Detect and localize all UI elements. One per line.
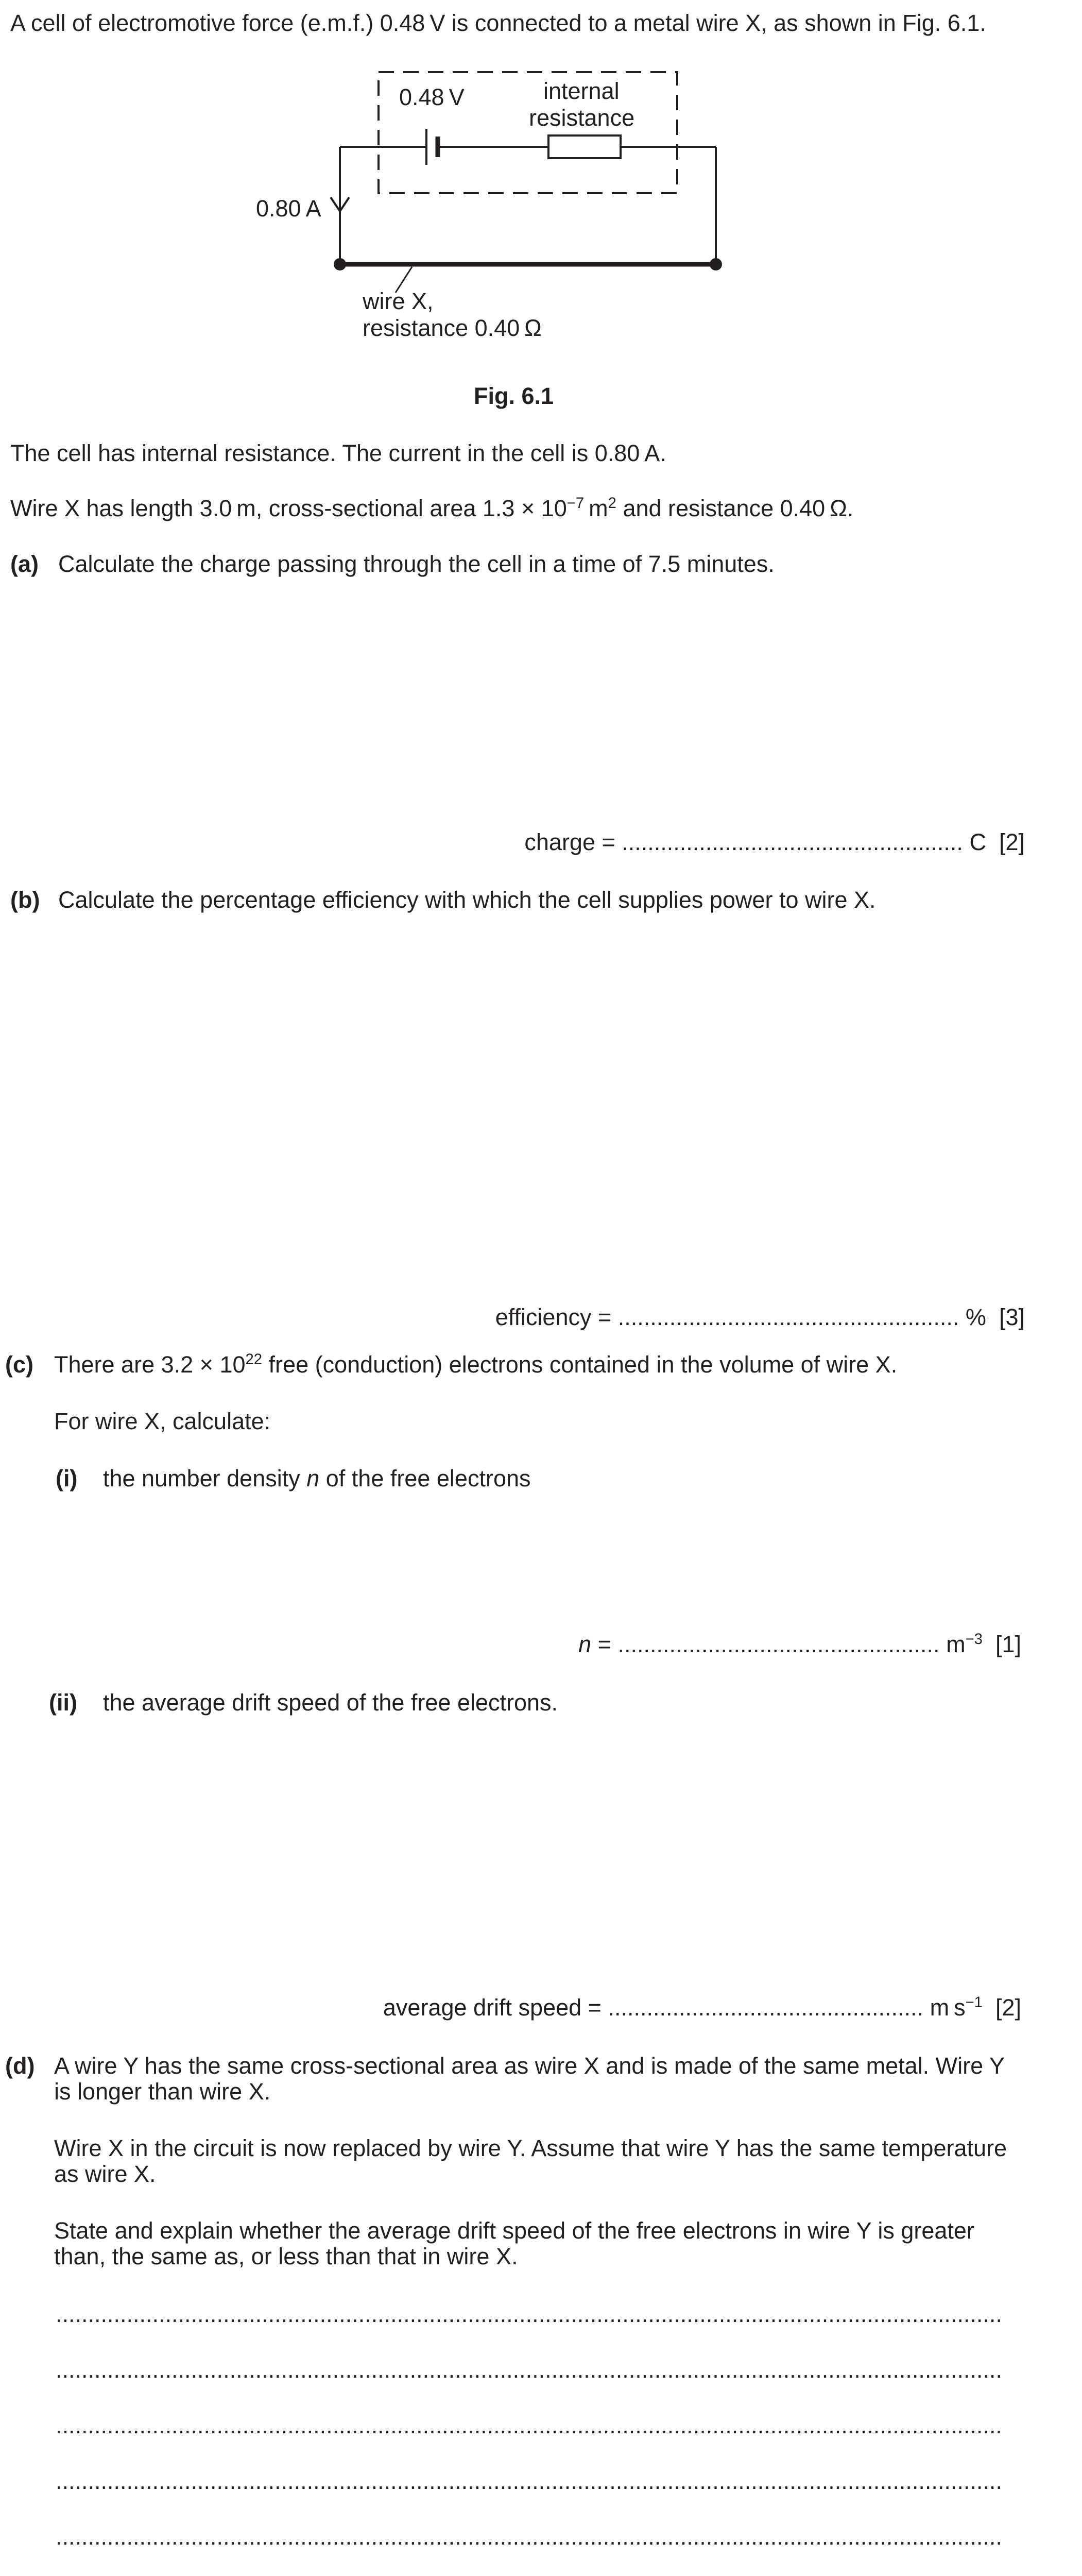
part-d-para1-line2: is longer than wire X.: [54, 2078, 271, 2105]
part-c-instruction: For wire X, calculate:: [54, 1408, 271, 1434]
part-d-para2-line1: Wire X in the circuit is now replaced by wire Y. Assume that wire Y has the same temperature: [54, 2135, 1007, 2161]
part-c-ii-answer-line[interactable]: average drift speed = ................................................. m $s^{-1}$ [2]: [383, 1994, 1021, 2021]
part-d-answer-line-2[interactable]: ...................................................................................................................................................: [56, 2357, 1002, 2383]
part-c-i-label: (i): [56, 1465, 78, 1492]
part-d-answer-line-4[interactable]: ...................................................................................................................................................: [56, 2468, 1002, 2494]
circuit-diagram: [0, 0, 1082, 361]
statement-internal-resistance: The cell has internal resistance. The current in the cell is 0.80 A.: [10, 440, 666, 466]
wire-x-label-2: resistance 0.40 Ω: [363, 315, 542, 341]
junction-dot-left: [334, 258, 346, 270]
emf-label: 0.48 V: [399, 84, 465, 110]
part-a-question: Calculate the charge passing through the cell in a time of 7.5 minutes.: [58, 551, 775, 577]
part-c-question: There are $3.2 \times 10^{22}$ free (conduction) electrons contained in the volume of wire X.: [54, 1351, 898, 1378]
part-c-label: (c): [5, 1351, 33, 1378]
statement-wire-x: Wire X has length 3.0 m, cross-sectional area $1.3 \times 10^{-7}$ $m^2$ and resistance 0.40 Ω.: [10, 495, 854, 521]
part-d-para1-line1: A wire Y has the same cross-sectional area as wire X and is made of the same metal. Wire Y: [54, 2053, 1005, 2079]
part-c-i-question: the number density n of the free electrons: [103, 1465, 531, 1492]
wire-x-label-1: wire X,: [363, 288, 434, 314]
part-d-para2-line2: as wire X.: [54, 2161, 156, 2187]
junction-dot-right: [710, 258, 722, 270]
part-b-question: Calculate the percentage efficiency with which the cell supplies power to wire X.: [58, 887, 876, 913]
part-b-answer-line[interactable]: efficiency = ..................................................... % [3]: [495, 1304, 1025, 1330]
part-d-answer-line-1[interactable]: ...................................................................................................................................................: [56, 2301, 1002, 2327]
part-c-ii-question: the average drift speed of the free electrons.: [103, 1689, 558, 1716]
part-c-i-answer-line[interactable]: n = .................................................. $m^{-3}$ [1]: [578, 1631, 1021, 1657]
internal-resistor: [548, 135, 621, 158]
part-d-para3-line1: State and explain whether the average drift speed of the free electrons in wire Y is greater: [54, 2217, 974, 2244]
part-d-answer-line-5[interactable]: ...................................................................................................................................................: [56, 2523, 1002, 2550]
part-a-label: (a): [10, 551, 39, 577]
internal-resistance-label-2: resistance: [529, 105, 635, 131]
part-d-answer-line-3[interactable]: ...................................................................................................................................................: [56, 2412, 1002, 2438]
part-d-para3-line2: than, the same as, or less than that in wire X.: [54, 2243, 518, 2269]
part-d-label: (d): [5, 2053, 35, 2079]
current-label: 0.80 A: [256, 195, 321, 222]
part-b-label: (b): [10, 887, 40, 913]
part-a-answer-line[interactable]: charge = ..................................................... C [2]: [524, 829, 1025, 855]
intro-text: A cell of electromotive force (e.m.f.) 0.48 V is connected to a metal wire X, as shown in Fig. 6.1.: [10, 10, 986, 36]
internal-resistance-label-1: internal: [543, 78, 620, 104]
figure-caption: Fig. 6.1: [474, 383, 554, 409]
part-c-ii-label: (ii): [49, 1689, 77, 1716]
